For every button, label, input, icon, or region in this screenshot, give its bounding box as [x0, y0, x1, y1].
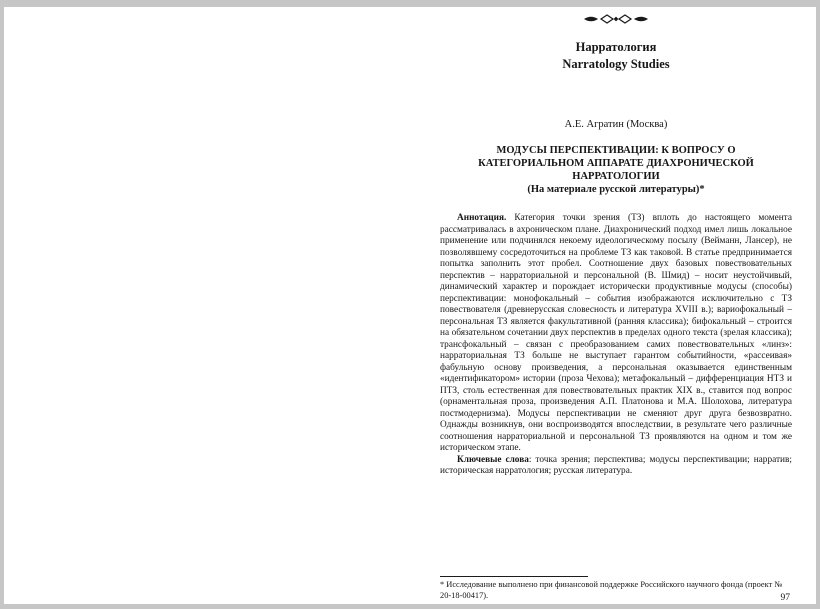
footnote-rule [440, 576, 588, 577]
abstract-label: Аннотация. [457, 213, 507, 223]
section-title-english: Narratology Studies [562, 57, 670, 71]
page-number: 97 [780, 593, 790, 603]
footnote-block [440, 576, 792, 601]
page-content [440, 7, 792, 604]
abstract-text: Категория точки зрения (ТЗ) вплоть до настоящего момента рассматривалась в ахроническом плане. Диахронический подход имел лишь локальное применение или подчинялся некоему идеологическому посылу (Вейманн, Лансер), не позволявшему сосредоточиться на проблеме ТЗ как таковой. В статье предпринимается попытка заполнить этот пробел. Соотношение двух базовых повествовательных перспектив – нарраториальной и персональной (В. Шмид) – носит неустойчивый, динамический характер и порождает исторически продуктивные модусы (способы) перспективации: монофокальный – события изображаются исключительно с ТЗ повествователя (древнерусская словесность и литература XVIII в.); вариофокальный – персональная ТЗ является факультативной (ранняя классика); бифокальный – строится на обязательном сочетании двух перспектив в пределах одного текста (зрелая классика); трансфокальный – связан с преобразованием самих повествовательных «линз»: нарраториальная ТЗ больше не выступает гарантом событийности, «рассеивая» фабульную основу произведения, а персональная оказывается единственным «идентификатором» истории (проза Чехова); метафокальный – дифференциация НТЗ и ПТЗ, столь естественная для повествовательных практик XIX в., ставится под вопрос (орнаментальная проза, произведения А.П. Платонова и М.А. Шолохова, литература постмодернизма). Модусы перспективации не сменяют друг друга безвозвратно. Однажды возникнув, они воспроизводятся впоследствии, в результате чего различные соотношения нарраториальной и персональной ТЗ проявляются на одном и том же историческом этапе. [440, 213, 792, 453]
author-line: А.Е. Агратин (Москва) [564, 119, 668, 130]
footnote-text: * Исследование выполнено при финансовой поддержке Российского научного фонда (проект № 20-18-00417). [440, 580, 783, 600]
ornament-divider-icon [440, 12, 792, 26]
keywords-label: Ключевые слова [457, 454, 529, 465]
keywords-text: : точка зрения; перспектива; модусы перспективации; нарратив; историческая нарратология; русская литература. [440, 454, 792, 476]
abstract-paragraph [440, 213, 792, 455]
section-title-russian: Нарратология [575, 40, 657, 54]
article-title: МОДУСЫ ПЕРСПЕКТИВАЦИИ: К ВОПРОСУ О КАТЕГОРИАЛЬНОМ АППАРАТЕ ДИАХРОНИЧЕСКОЙ НАРРАТОЛОГИИ [478, 145, 754, 182]
article-subtitle: (На материале русской литературы)* [527, 184, 705, 195]
keywords-paragraph [440, 455, 792, 478]
